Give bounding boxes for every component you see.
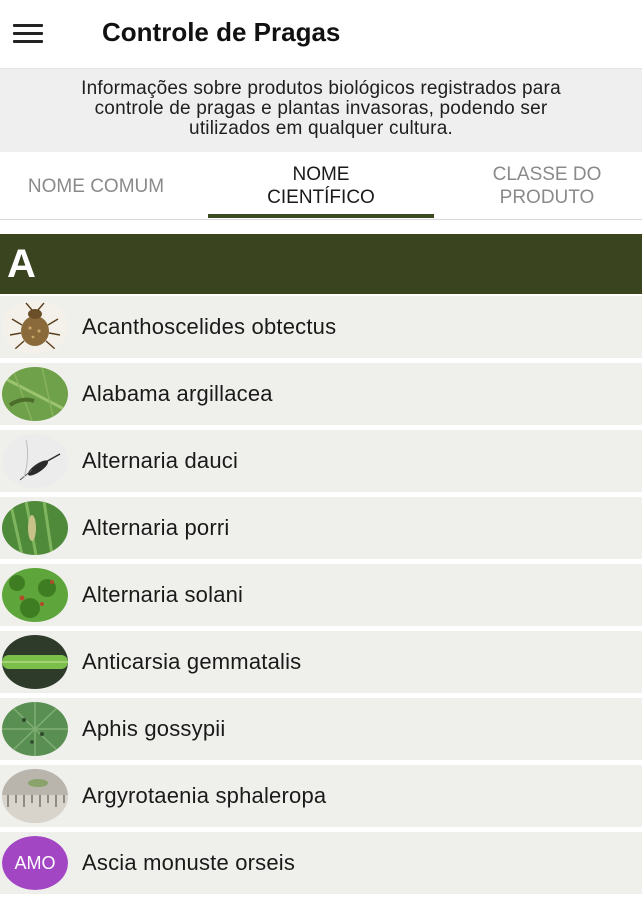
item-name: Alabama argillacea bbox=[82, 381, 273, 406]
list-item[interactable] bbox=[0, 564, 642, 626]
list-item[interactable] bbox=[0, 430, 642, 492]
section-letter: A bbox=[7, 242, 36, 286]
aphid-leaf-thumbnail bbox=[2, 702, 68, 756]
item-name: Anticarsia gemmatalis bbox=[82, 649, 302, 674]
hamburger-menu-icon[interactable] bbox=[10, 20, 46, 48]
tab-label-line2: PRODUTO bbox=[499, 187, 595, 208]
list-item[interactable] bbox=[0, 698, 642, 760]
section-header bbox=[0, 234, 642, 294]
item-name: Alternaria solani bbox=[82, 582, 244, 607]
avatar-initials: AMO bbox=[2, 836, 68, 890]
green-caterpillar-thumbnail bbox=[2, 635, 68, 689]
tab-label: NOME COMUM bbox=[27, 175, 165, 197]
page-title: Controle de Pragas bbox=[102, 17, 341, 47]
item-name: Acanthoscelides obtectus bbox=[82, 314, 337, 339]
list-item[interactable] bbox=[0, 631, 642, 693]
info-banner bbox=[0, 68, 642, 152]
info-line-1: Informações sobre produtos biológicos registrados para bbox=[81, 78, 561, 99]
fungus-spore-thumbnail bbox=[2, 434, 68, 488]
tab-label-line1: CLASSE DO bbox=[492, 164, 602, 185]
list-item[interactable] bbox=[0, 832, 642, 894]
infected-plant-thumbnail bbox=[2, 568, 68, 622]
tab-nome-cientifico[interactable] bbox=[208, 152, 434, 220]
item-name: Ascia monuste orseis bbox=[82, 850, 296, 875]
larva-ruler-thumbnail bbox=[2, 769, 68, 823]
caterpillar-leaf-thumbnail bbox=[2, 367, 68, 421]
list-item[interactable] bbox=[0, 296, 642, 358]
leaf-lesion-thumbnail bbox=[2, 501, 68, 555]
item-name: Argyrotaenia sphaleropa bbox=[82, 783, 327, 808]
avatar bbox=[2, 836, 68, 890]
species-list[interactable] bbox=[0, 220, 642, 900]
info-line-2: controle de pragas e plantas invasoras, podendo ser bbox=[94, 98, 548, 119]
info-line-3: utilizados em qualquer cultura. bbox=[189, 118, 453, 139]
tab-nome-comum[interactable] bbox=[0, 152, 192, 220]
tab-label-line2: CIENTÍFICO bbox=[267, 187, 375, 208]
tab-classe-do-produto[interactable] bbox=[452, 152, 642, 220]
active-tab-indicator bbox=[208, 214, 434, 218]
item-name: Aphis gossypii bbox=[82, 716, 226, 741]
app-bar bbox=[0, 0, 642, 68]
item-name: Alternaria porri bbox=[82, 515, 230, 540]
list-item[interactable] bbox=[0, 497, 642, 559]
beetle-thumbnail bbox=[2, 300, 68, 354]
list-item[interactable] bbox=[0, 363, 642, 425]
list-item[interactable] bbox=[0, 765, 642, 827]
tab-label-line1: NOME bbox=[292, 164, 350, 185]
item-name: Alternaria dauci bbox=[82, 448, 239, 473]
tab-bar bbox=[0, 152, 642, 220]
